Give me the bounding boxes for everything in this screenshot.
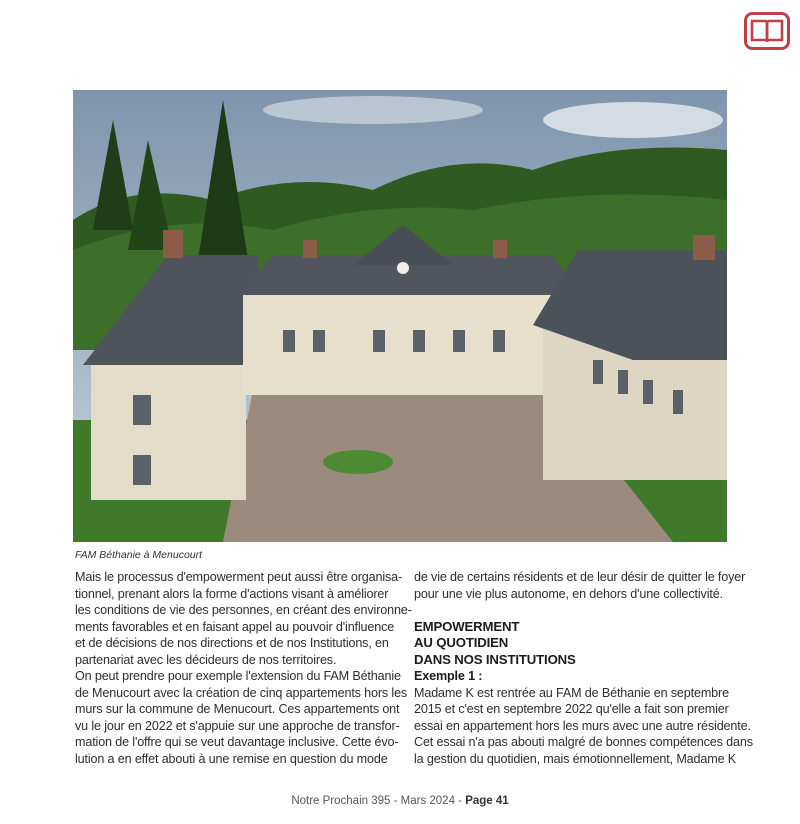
text-line: On peut prendre pour exemple l'extension du FAM Béthanie [75, 669, 401, 683]
building-photo [73, 90, 727, 542]
text-line: de vie de certains résidents et de leur désir de quitter le foyer [414, 570, 746, 584]
text-line: lution a en effet abouti à une remise en question du mode [75, 751, 388, 766]
example-label: Exemple 1 : [414, 669, 483, 683]
text-line: la gestion du quotidien, mais émotionnellement, Madame K [414, 751, 737, 766]
text-line: de Menucourt avec la création de cinq appartements hors les [75, 685, 408, 700]
text-line: tionnel, prenant alors la forme d'actions visant à améliorer [75, 586, 389, 601]
section-heading-line: AU QUOTIDIEN [414, 635, 509, 650]
section-heading-line: EMPOWERMENT [414, 618, 520, 634]
page-footer [0, 795, 800, 807]
text-line: ments favorables et en faisant appel au pouvoir d'influence [75, 619, 395, 634]
right-column [414, 569, 753, 767]
photo-caption: FAM Béthanie à Menucourt [75, 549, 203, 561]
section-heading-line: DANS NOS INSTITUTIONS [414, 651, 576, 667]
text-line: 2015 et c'est en septembre 2022 qu'elle a fait son premier [414, 702, 729, 716]
text-line: Madame K est rentrée au FAM de Béthanie en septembre [414, 685, 729, 700]
text-line: vu le jour en 2022 et s'appuie sur une approche de transfor- [75, 718, 400, 733]
text-line: mation de l'offre qui se veut davantage inclusive. Cette évo- [75, 735, 399, 749]
text-line: partenariat avec les décideurs de nos territoires. [75, 652, 337, 667]
spacer [414, 602, 728, 619]
text-line: les conditions de vie des personnes, en créant des environne- [75, 603, 412, 617]
text-line: essai en appartement hors les murs avec une autre résidente. [414, 718, 751, 733]
page-number: Page 41 [465, 795, 509, 807]
text-line: Cet essai n'a pas abouti malgré de bonnes compétences dans [414, 735, 753, 749]
text-line: et de décisions de nos directions et de nos Institutions, en [75, 636, 389, 650]
footer-text: Notre Prochain 395 - Mars 2024 - [291, 795, 466, 807]
left-column [75, 569, 412, 767]
text-line: Mais le processus d'empowerment peut aussi être organisa- [75, 570, 403, 584]
text-line: murs sur la commune de Menucourt. Ces appartements ont [75, 702, 400, 716]
text-line: pour une vie plus autonome, en dehors d'une collectivité. [414, 586, 723, 601]
open-book-icon [744, 12, 790, 50]
building-illustration [73, 90, 727, 542]
